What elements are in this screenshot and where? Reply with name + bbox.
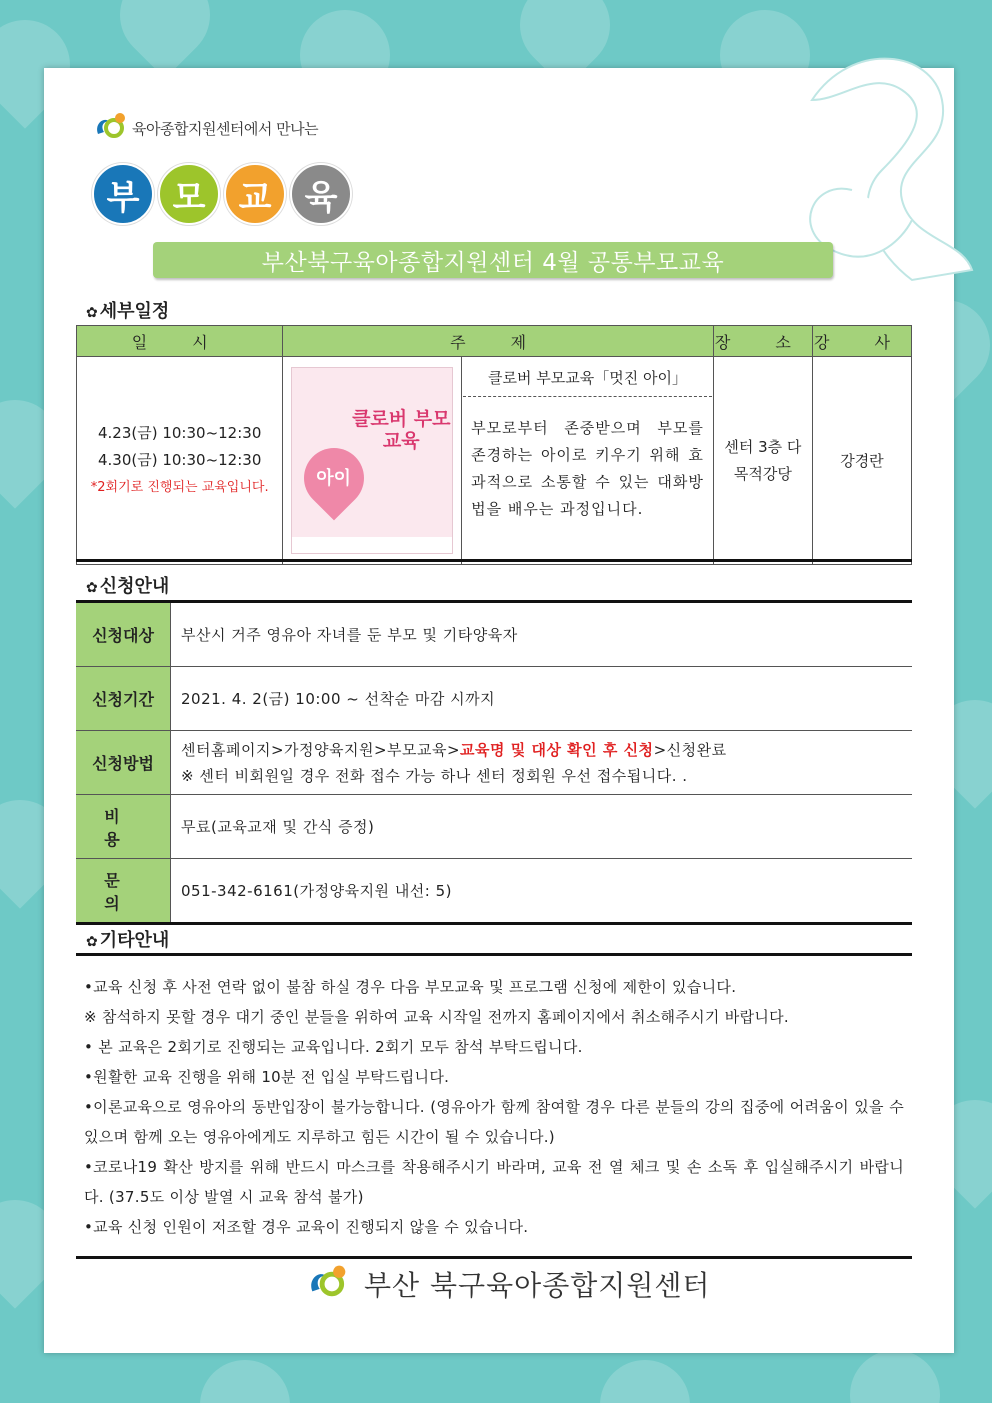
title-circle-2: 모: [158, 163, 220, 225]
title-circle-1: 부: [92, 163, 154, 225]
apply-table: [76, 600, 912, 925]
center-logo: [92, 110, 318, 146]
etc-item: •코로나19 확산 방지를 위해 반드시 마스크를 착용해주시기 바라며, 교육 전 열 체크 및 손 소독 후 입실해주시기 바랍니다. (37.5도 이상 발열 시 교육 참석 불가): [84, 1158, 904, 1206]
topic-cell: [462, 357, 714, 565]
target-value: 부산시 거주 영유아 자녀를 둔 부모 및 기타양육자: [171, 602, 913, 667]
book-cover-image: [291, 367, 453, 554]
logo-subtitle: 육아종합지원센터에서 만나는: [132, 119, 319, 138]
footer-logo-icon: [296, 1262, 358, 1306]
footer-center-name: 부산 북구육아종합지원센터: [364, 1269, 711, 1302]
cost-value: 무료(교육교재 및 간식 증정): [171, 795, 913, 859]
schedule-table: [76, 325, 912, 565]
topic-title: 클로버 부모교육「멋진 아이」: [463, 358, 712, 397]
header-place: 장 소: [713, 326, 812, 357]
flower-icon: ✿: [86, 934, 98, 950]
book-title: 클로버 부모교육: [352, 408, 451, 452]
title-circles: [92, 163, 356, 225]
book-cover-cell: [283, 357, 462, 565]
cost-label: 비 용: [76, 795, 171, 859]
etc-list: [84, 972, 904, 1242]
etc-section-title: ✿ 기타안내: [86, 930, 170, 951]
lecturer-cell: 강경란: [812, 357, 911, 565]
method-highlight: 교육명 및 대상 확인 후 신청: [460, 740, 654, 759]
etc-item: •교육 신청 인원이 저조할 경우 교육이 진행되지 않을 수 있습니다.: [84, 1218, 529, 1236]
target-label: 신청대상: [76, 602, 171, 667]
contact-value: 051-342-6161(가정양육지원 내선: 5): [171, 859, 913, 924]
topic-description: 부모로부터 존중받으며 부모를 존경하는 아이로 키우기 위해 효과적으로 소통할 수 있는 대화방법을 배우는 과정입니다.: [471, 419, 704, 518]
title-banner: 부산북구육아종합지원센터 4월 공통부모교육: [153, 242, 833, 278]
center-logo-icon: [92, 110, 128, 146]
schedule-section-title: ✿ 세부일정: [86, 301, 170, 322]
title-circle-3: 교: [224, 163, 286, 225]
flower-icon: ✿: [86, 580, 98, 596]
etc-item: • 본 교육은 2회기로 진행되는 교육입니다. 2회기 모두 참석 부탁드립니다.: [84, 1038, 583, 1056]
method-note: ※ 센터 비회원일 경우 전화 접수 가능 하나 센터 정회원 우선 접수됩니다. .: [181, 766, 688, 785]
footer-logo: [296, 1262, 710, 1306]
etc-item: •교육 신청 후 사전 연락 없이 불참 하실 경우 다음 부모교육 및 프로그램 신청에 제한이 있습니다.: [84, 978, 737, 996]
etc-item: •이론교육으로 영유아의 동반입장이 불가능합니다. (영유아가 함께 참여할 경우 다른 분들의 강의 집중에 어려움이 있을 수 있으며 함께 오는 영유아에게도 지루하고 힘든 시간이 될 수 있습니다.): [84, 1098, 904, 1146]
etc-item: •원활한 교육 진행을 위해 10분 전 입실 부탁드립니다.: [84, 1068, 450, 1086]
header-lecturer: 강 사: [812, 326, 911, 357]
etc-item: ※ 참석하지 못할 경우 대기 중인 분들을 위하여 교육 시작일 전까지 홈페이지에서 취소해주시기 바랍니다.: [84, 1008, 790, 1026]
date-1: 4.23(금) 10:30~12:30: [97, 424, 262, 442]
method-label: 신청방법: [76, 731, 171, 795]
contact-label: 문 의: [76, 859, 171, 924]
date-note: *2회기로 진행되는 교육입니다.: [90, 480, 269, 495]
period-value: 2021. 4. 2(금) 10:00 ~ 선착순 마감 시까지: [171, 667, 913, 731]
date-2: 4.30(금) 10:30~12:30: [97, 451, 262, 469]
method-value: 센터홈페이지>가정양육지원>부모교육>교육명 및 대상 확인 후 신청>신청완료 ※ 센터 비회원일 경우 전화 접수 가능 하나 센터 정회원 우선 접수됩니다. .: [171, 731, 913, 795]
header-datetime: 일 시: [77, 326, 283, 357]
period-label: 신청기간: [76, 667, 171, 731]
header-topic: 주 제: [283, 326, 713, 357]
apply-section-title: ✿ 신청안내: [86, 576, 170, 597]
place-cell: 센터 3층 다목적강당: [713, 357, 812, 565]
schedule-dates: [77, 357, 283, 565]
flower-icon: ✿: [86, 305, 98, 321]
book-heart-text: 아이: [316, 468, 352, 489]
title-circle-4: 육: [290, 163, 352, 225]
